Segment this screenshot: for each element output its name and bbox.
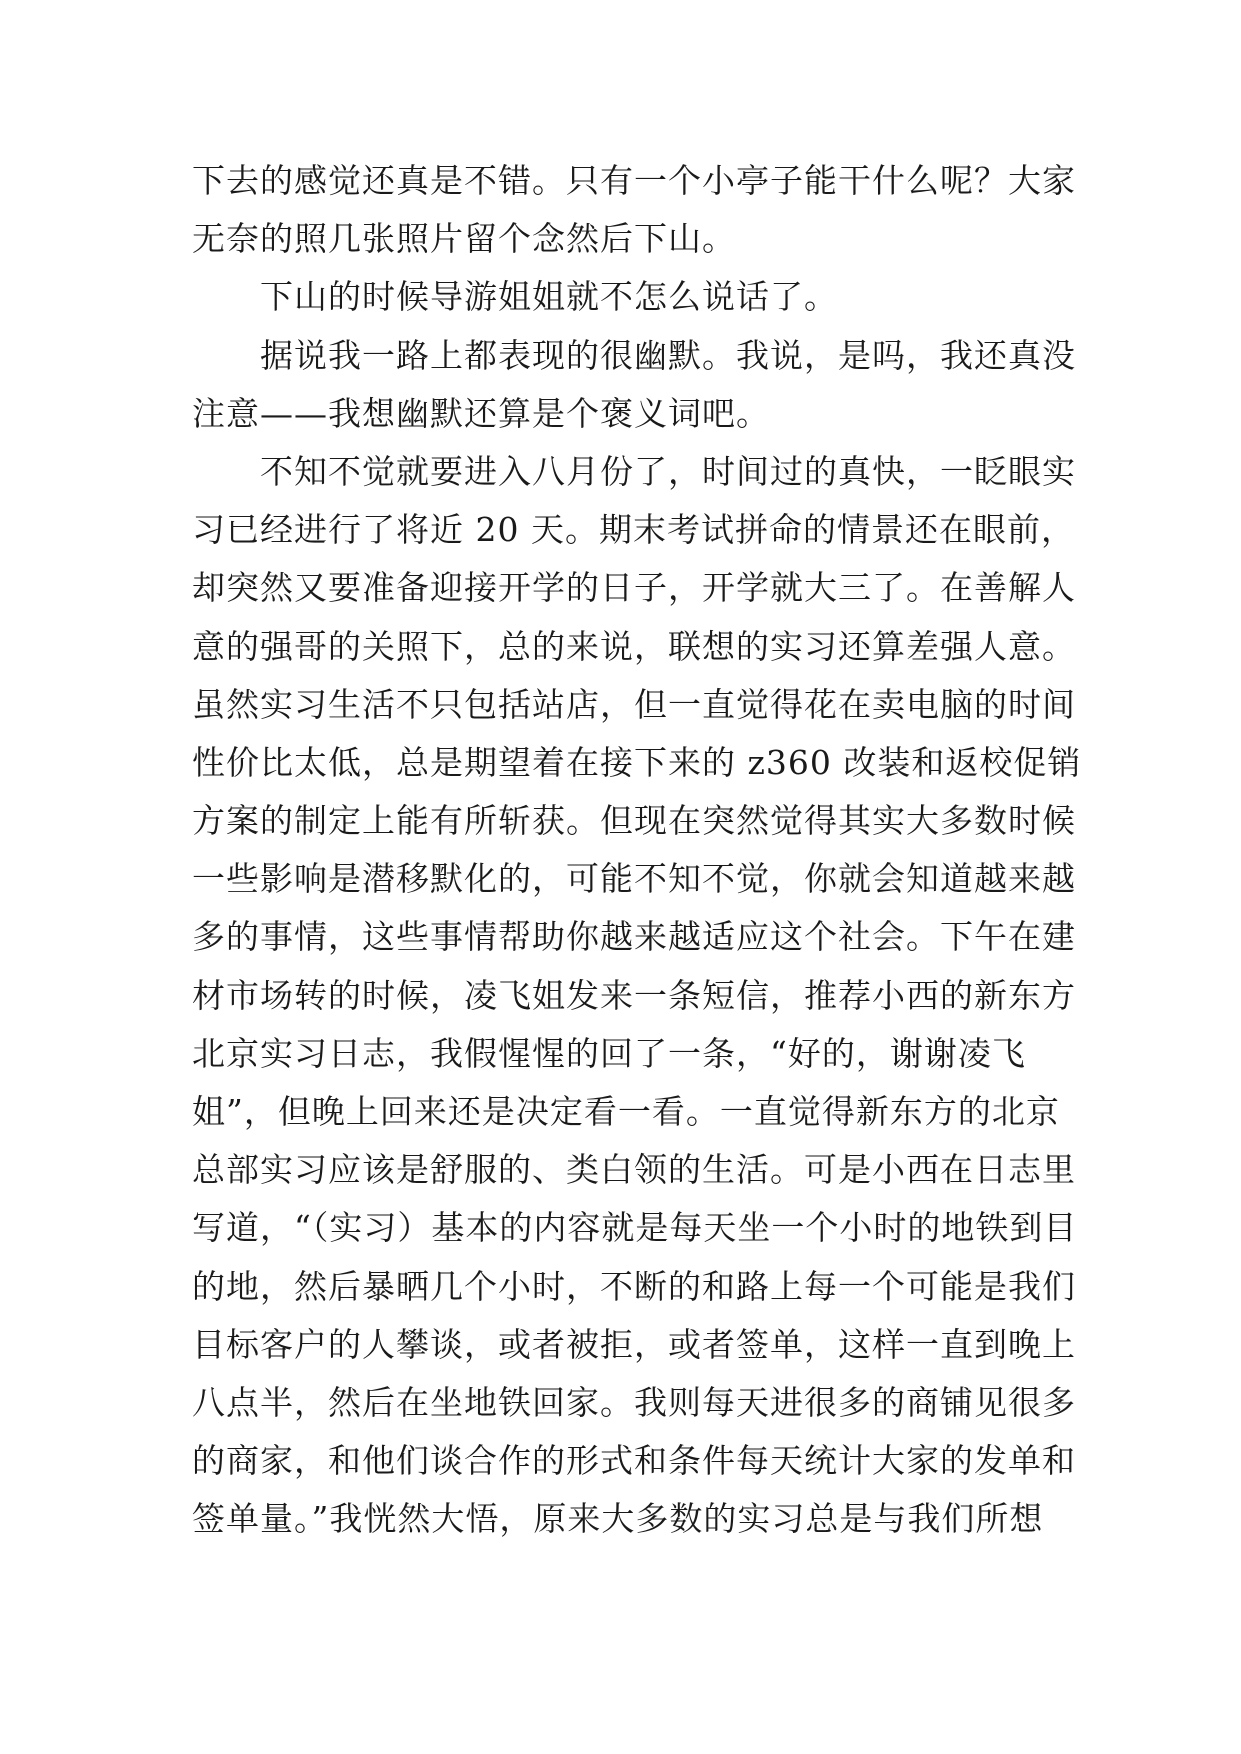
text-line: 不知不觉就要进入八月份了，时间过的真快，一眨眼实 bbox=[192, 451, 1076, 491]
text-line: 多的事情，这些事情帮助你越来越适应这个社会。下午在建 bbox=[192, 917, 1076, 957]
text-line: 北京实习日志，我假惺惺的回了一条，“好的，谢谢凌飞 bbox=[192, 1033, 1026, 1073]
text-line: 的商家，和他们谈合作的形式和条件每天统计大家的发单和 bbox=[192, 1441, 1076, 1481]
text-line: 的地，然后暴晒几个小时，不断的和路上每一个可能是我们 bbox=[192, 1266, 1076, 1306]
text-line: 材市场转的时候，凌飞姐发来一条短信，推荐小西的新东方 bbox=[192, 975, 1076, 1015]
text-line: 姐”，但晚上回来还是决定看一看。一直觉得新东方的北京 bbox=[192, 1092, 1060, 1131]
text-line: 注意——我想幽默还算是个褒义词吧。 bbox=[192, 393, 770, 433]
text-line: 下山的时候导游姐姐就不怎么说话了。 bbox=[192, 277, 838, 317]
body-text bbox=[192, 152, 1082, 1549]
text-line: 八点半，然后在坐地铁回家。我则每天进很多的商铺见很多 bbox=[192, 1382, 1076, 1422]
text-line: 习已经进行了将近 20 天。期末考试拼命的情景还在眼前， bbox=[192, 510, 1075, 550]
paragraph-4 bbox=[192, 443, 1082, 1549]
text-line: 一些影响是潜移默化的，可能不知不觉，你就会知道越来越 bbox=[192, 859, 1076, 899]
text-line: 总部实习应该是舒服的、类白领的生活。可是小西在日志里 bbox=[192, 1150, 1076, 1190]
text-line: 目标客户的人攀谈，或者被拒，或者签单，这样一直到晚上 bbox=[192, 1324, 1076, 1364]
paragraph-1 bbox=[192, 152, 1076, 268]
text-line: 意的强哥的关照下，总的来说，联想的实习还算差强人意。 bbox=[192, 626, 1076, 666]
text-line: 性价比太低，总是期望着在接下来的 z360 改装和返校促销 bbox=[192, 742, 1082, 782]
paragraph-3 bbox=[192, 327, 1076, 443]
text-line: 却突然又要准备迎接开学的日子，开学就大三了。在善解人 bbox=[192, 568, 1076, 608]
text-line: 方案的制定上能有所斩获。但现在突然觉得其实大多数时候 bbox=[192, 801, 1076, 841]
text-line: 写道，“（实习）基本的内容就是每天坐一个小时的地铁到目 bbox=[192, 1208, 1078, 1248]
text-line: 虽然实习生活不只包括站店，但一直觉得花在卖电脑的时间 bbox=[192, 684, 1076, 724]
paragraph-2 bbox=[192, 268, 1072, 326]
text-line: 下去的感觉还真是不错。只有一个小亭子能干什么呢？大家 bbox=[192, 161, 1076, 200]
text-line: 签单量。”我恍然大悟，原来大多数的实习总是与我们所想 bbox=[192, 1499, 1044, 1539]
text-line: 据说我一路上都表现的很幽默。我说，是吗，我还真没 bbox=[192, 335, 1076, 375]
text-line: 无奈的照几张照片留个念然后下山。 bbox=[192, 219, 736, 259]
